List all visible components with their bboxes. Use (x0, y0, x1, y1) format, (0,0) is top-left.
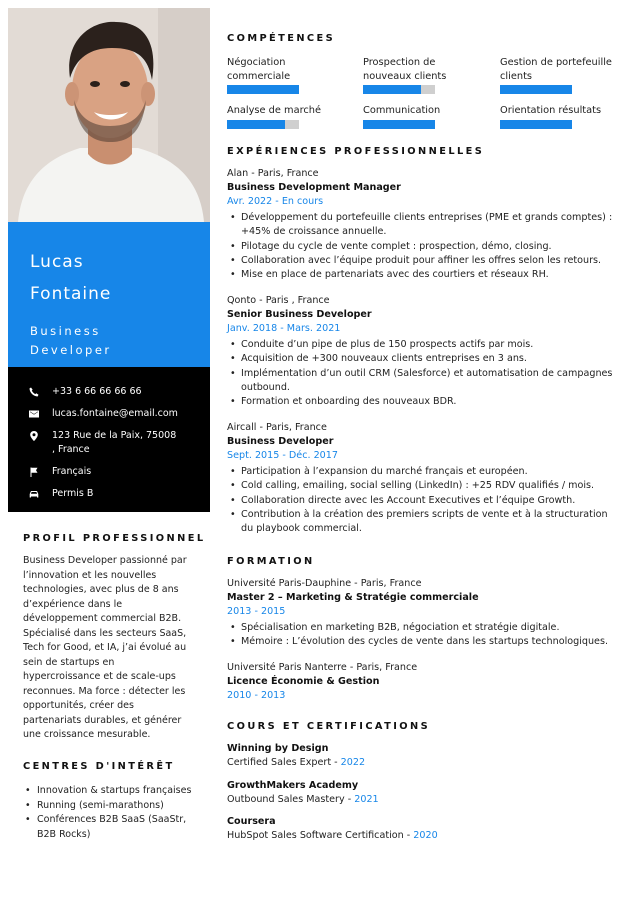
contact-address (24, 430, 210, 457)
car-icon (24, 488, 43, 500)
certification-year: 2021 (354, 794, 379, 805)
skills-section-title: COMPÉTENCES (227, 33, 336, 44)
job-title-line1: Business (30, 324, 101, 338)
education-period: 2013 - 2015 (227, 606, 286, 617)
experience-role: Senior Business Developer (227, 309, 372, 320)
skill-bar-fill (500, 120, 572, 129)
experience-bullet: • Pilotage du cycle de vente complet : prospection, démo, closing. (227, 240, 619, 254)
phone-icon (24, 386, 43, 398)
profile-summary: Business Developer passionné par l’innovation et les nouvelles technologies, avec plus de 8 ans d’expérience dans le développement commercial B2B. Spécialisé dans les secteurs SaaS, Tech for Good, et IA, j’ai évolué au sein de startups en hypercroissance et de scale-ups reconnues. Ma force : détecter les opportunités, créer des partenariats durables, et générer une croissance mesurable. (23, 555, 187, 740)
experience-bullet: • Contribution à la création des premiers scripts de vente et à la structuration du playbook commercial. (227, 508, 619, 537)
experience-entry (227, 421, 619, 536)
certification-entry (227, 742, 365, 770)
first-name: Lucas (30, 252, 84, 272)
experience-period: Avr. 2022 - En cours (227, 196, 324, 207)
certification-entry (227, 815, 438, 843)
experience-bullet: • Développement du portefeuille clients entreprises (PME et grands comptes) : +45% de croissance annuelle. (227, 211, 619, 240)
certification-org: GrowthMakers Academy (227, 780, 359, 791)
skill-bar-fill (227, 85, 299, 94)
education-school: Université Paris Nanterre - Paris, France (227, 662, 418, 673)
name-banner (8, 222, 210, 367)
certification-org: Winning by Design (227, 743, 329, 754)
skill-bar-fill (500, 85, 572, 94)
experience-bullets (227, 338, 619, 409)
certification-year: 2020 (413, 830, 438, 841)
experience-bullet: • Mise en place de partenariats avec des courtiers et réseaux RH. (227, 268, 619, 282)
experience-entry (227, 294, 619, 409)
skill-bar-fill (363, 85, 421, 94)
skill-bar (363, 85, 435, 94)
experience-bullet: • Conduite d’un pipe de plus de 150 prospects actifs par mois. (227, 338, 619, 352)
certifications-section-title: COURS ET CERTIFICATIONS (227, 721, 431, 732)
interest-item: • Running (semi-marathons) (23, 799, 203, 814)
education-section-title: FORMATION (227, 556, 315, 567)
skill-bar (363, 120, 435, 129)
experience-company: Aircall - Paris, France (227, 422, 327, 433)
location-icon (24, 430, 43, 442)
contact-address-text: 123 Rue de la Paix, 75008 , France (52, 430, 177, 455)
interests-list (23, 784, 203, 842)
email-icon (24, 408, 43, 420)
education-degree: Master 2 – Marketing & Stratégie commerciale (227, 592, 479, 603)
education-degree: Licence Économie & Gestion (227, 676, 380, 687)
certification-org: Coursera (227, 816, 276, 827)
contact-email-text[interactable]: lucas.fontaine@email.com (52, 408, 178, 419)
skill-item (500, 104, 630, 129)
skill-label: Gestion de portefeuille clients (500, 57, 612, 82)
certification-name: Certified Sales Expert (227, 757, 332, 768)
skill-bar-fill (227, 120, 285, 129)
experience-bullet: • Acquisition de +300 nouveaux clients entreprises en 3 ans. (227, 352, 619, 366)
education-bullet: • Mémoire : L’évolution des cycles de vente dans les startups technologiques. (227, 635, 619, 649)
experience-bullet: • Formation et onboarding des nouveaux BDR. (227, 395, 619, 409)
experience-bullet: • Cold calling, emailing, social selling (LinkedIn) : +25 RDV qualifiés / mois. (227, 479, 619, 493)
contact-license (24, 488, 210, 501)
profile-photo (8, 8, 210, 222)
experience-bullets (227, 211, 619, 282)
education-period: 2010 - 2013 (227, 690, 286, 701)
contact-license-text: Permis B (52, 488, 94, 499)
skill-label: Prospection de nouveaux clients (363, 57, 447, 82)
skill-label: Communication (363, 105, 441, 116)
skill-bar-fill (363, 120, 435, 129)
contact-phone (24, 386, 210, 399)
education-entry (227, 661, 619, 703)
job-title-line2: Developer (30, 343, 112, 357)
skill-label: Négociation commerciale (227, 57, 291, 82)
skill-bar (227, 85, 299, 94)
experience-period: Sept. 2015 - Déc. 2017 (227, 450, 338, 461)
contact-language (24, 466, 210, 479)
certification-separator: - (344, 794, 355, 805)
experience-company: Qonto - Paris , France (227, 295, 330, 306)
experience-period: Janv. 2018 - Mars. 2021 (227, 323, 341, 334)
experience-company: Alan - Paris, France (227, 168, 319, 179)
skill-bar (500, 85, 572, 94)
skill-item (363, 104, 493, 129)
contact-box (8, 367, 210, 512)
education-entry (227, 577, 619, 650)
interest-item: • Innovation & startups françaises (23, 784, 203, 799)
experience-bullet: • Participation à l’expansion du marché français et européen. (227, 465, 619, 479)
skill-item (500, 56, 630, 94)
skill-label: Analyse de marché (227, 105, 322, 116)
certification-year: 2022 (340, 757, 366, 768)
experience-entry (227, 167, 619, 282)
skill-bar (227, 120, 299, 129)
flag-icon (24, 466, 43, 478)
certification-separator: - (331, 757, 341, 768)
education-bullet: • Spécialisation en marketing B2B, négociation et stratégie digitale. (227, 621, 619, 635)
last-name: Fontaine (30, 284, 112, 304)
skill-label: Orientation résultats (500, 105, 602, 116)
profile-section-title: PROFIL PROFESSIONNEL (23, 533, 206, 544)
contact-phone-text[interactable]: +33 6 66 66 66 66 (52, 386, 142, 397)
contact-email (24, 408, 210, 421)
interest-item: • Conférences B2B SaaS (SaaStr, B2B Rocks) (23, 813, 203, 842)
skill-bar (500, 120, 572, 129)
experience-bullet: • Implémentation d’un outil CRM (Salesforce) et automatisation de campagnes outbound. (227, 367, 619, 396)
certification-name: Outbound Sales Mastery (227, 794, 345, 805)
interests-section-title: CENTRES D'INTÉRÊT (23, 761, 175, 772)
contact-language-text: Français (52, 466, 92, 477)
experience-bullet: • Collaboration avec l’équipe produit pour affiner les offres selon les retours. (227, 254, 619, 268)
skill-item (363, 56, 493, 94)
sidebar (8, 8, 210, 512)
experience-bullets (227, 465, 619, 536)
certification-entry (227, 779, 379, 807)
experience-bullet: • Collaboration directe avec les Account Executives et l’équipe Growth. (227, 494, 619, 508)
skill-item (227, 56, 357, 94)
experience-section-title: EXPÉRIENCES PROFESSIONNELLES (227, 146, 485, 157)
skill-item (227, 104, 357, 129)
experience-role: Business Development Manager (227, 182, 401, 193)
education-school: Université Paris-Dauphine - Paris, France (227, 578, 422, 589)
experience-role: Business Developer (227, 436, 334, 447)
certification-name: HubSpot Sales Software Certification (227, 830, 404, 841)
education-bullets (227, 621, 619, 650)
certification-separator: - (403, 830, 414, 841)
